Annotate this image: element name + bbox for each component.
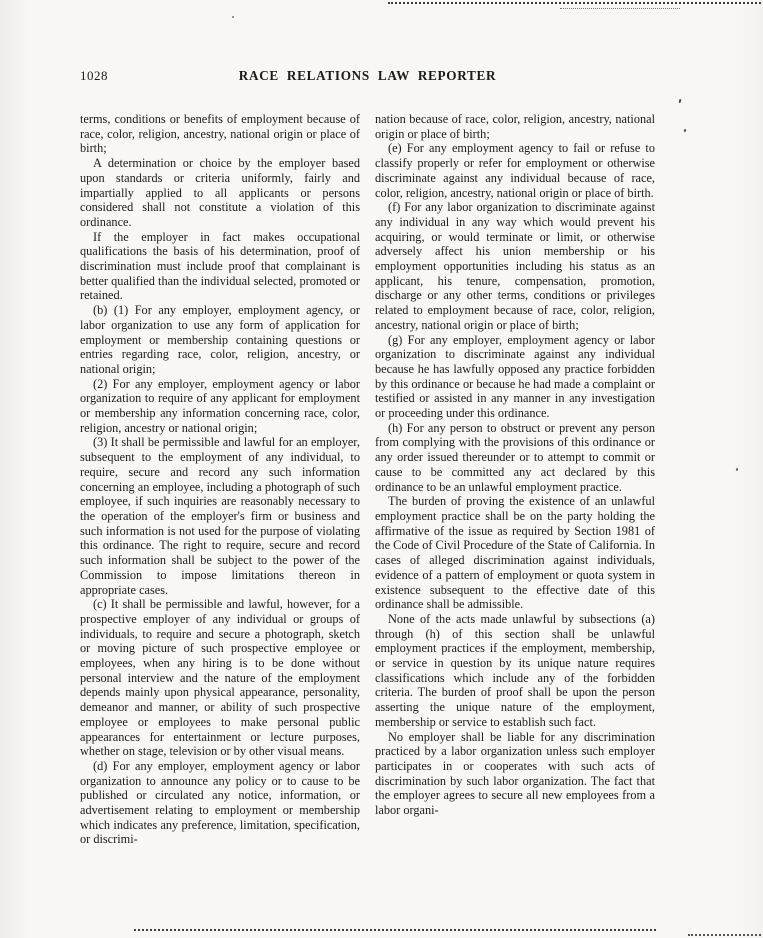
journal-title: RACE RELATIONS LAW REPORTER — [238, 68, 497, 83]
scan-artifact-bottom-right-dotted-line — [688, 934, 761, 936]
text-columns — [80, 112, 655, 847]
paragraph: (c) It shall be permissible and lawful, however, for a prospective employer of any individual or groups of individuals, to require and secure a photograph, sketch or moving picture of such prospective employee or employees, when any hiring is to be done without personal interview and the nature of the employment depends mainly upon physical appearance, personality, demeanor and manner, or ability of such prospective employee or employees to make personal public appearances for entertainment or lecture purposes, whether on stage, television or by other visual means. — [80, 597, 360, 759]
paragraph: The burden of proving the existence of an unlawful employment practice shall be on the party holding the affirmative of the issue as required by Section 1981 of the Code of Civil Procedure of the State of California. In cases of alleged discrimination against individuals, evidence of a pattern of employment or quota system in existence subsequent to the effective date of this ordinance shall be admissible. — [375, 494, 655, 612]
paragraph: A determination or choice by the employer based upon standards or criteria uniformly, fairly and impartially applied to all applicants or persons considered shall not constitute a violation of this ordinance. — [80, 156, 360, 229]
paragraph: nation because of race, color, religion, ancestry, national origin or place of birth; — [375, 112, 655, 141]
paragraph: (f) For any labor organization to discriminate against any individual in any way which would prevent his acquiring, or would terminate or limit, or otherwise adversely affect his union membership or his employment opportunities including his status as an applicant, his tenure, compensation, promotion, discharge or any other terms, conditions or privileges related to employment because of race, color, religion, ancestry, national origin or place of birth; — [375, 200, 655, 332]
paragraph: (b) (1) For any employer, employment agency, or labor organization to use any form of application for employment or membership containing questions or entries regarding race, color, religion, ancestry, or national origin; — [80, 303, 360, 376]
scan-noise-speck — [684, 129, 687, 132]
page-number: 1028 — [80, 68, 108, 83]
scan-artifact-bottom-dotted-line — [134, 929, 656, 931]
paragraph: None of the acts made unlawful by subsections (a) through (h) of this section shall be unlawful employment practices if the employment, membership, or service in question by its unique nature requires classifications which include any of the forbidden criteria. The burden of proof shall be upon the person asserting the unique nature of the employment, membership or service to establish such fact. — [375, 611, 655, 729]
page-header — [80, 0, 655, 86]
paragraph: (2) For any employer, employment agency or labor organization to require of any applicant for employment or membership any information concerning race, color, religion, ancestry or national origin; — [80, 376, 360, 435]
scan-noise-speck — [678, 99, 681, 103]
paragraph: If the employer in fact makes occupational qualifications the basis of his determination, proof of discrimination must include proof that complainant is better qualified than the individual selected, promoted or retained. — [80, 229, 360, 303]
left-column — [80, 112, 360, 847]
paragraph: No employer shall be liable for any discrimination practiced by a labor organization unless such employer participates in or cooperates with such acts of discrimination by such labor organization. The fact that the employer agrees to secure all new employees from a labor organi- — [375, 729, 655, 818]
paragraph: (e) For any employment agency to fail or refuse to classify properly or refer for employment or otherwise discriminate against any individual because of race, color, religion, ancestry, national origin or place of birth. — [375, 141, 655, 200]
scan-noise-speck — [736, 468, 739, 471]
paragraph: (d) For any employer, employment agency or labor organization to announce any policy or to cause to be published or circulated any notice, information, or advertisement relating to employment or membership which indicates any preference, limitation, specification, or discrimi- — [80, 758, 360, 847]
right-column — [375, 112, 655, 847]
paragraph: (3) It shall be permissible and lawful for an employer, subsequent to the employment of any individual, to require, secure and record any such information concerning an employee, including a photograph of such employee, if such inquiries are reasonably necessary to the operation of the employer's firm or business and such information is not used for the purpose of violating this ordinance. The right to require, secure and record such information shall be subject to the power of the Commission to impose limitations thereon in appropriate cases. — [80, 435, 360, 597]
paragraph: (g) For any employer, employment agency or labor organization to discriminate against any individual because he has lawfully opposed any practice forbidden by this ordinance or because he had made a complaint or testified or assisted in any manner in any investigation or proceeding under this ordinance. — [375, 332, 655, 421]
paragraph: (h) For any person to obstruct or prevent any person from complying with the provisions of this ordinance or any order issued thereunder or to attempt to commit or cause to be committed any act declared by this ordinance to be an unlawful employment practice. — [375, 420, 655, 494]
paragraph: terms, conditions or benefits of employment because of race, color, religion, ancestry, national origin or place of birth; — [80, 112, 360, 156]
